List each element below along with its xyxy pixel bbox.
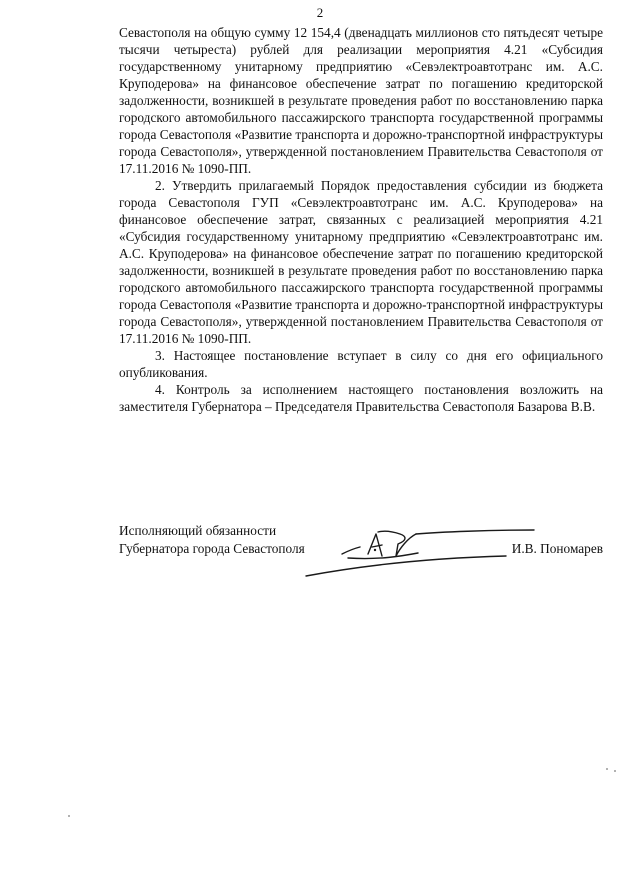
text-line: 4. Контроль за исполнением настоящего постановления возложить (155, 382, 580, 397)
text-line: «Севэлектроавтотранс им. А.С. Круподерова» на финансовое обеспечение (119, 59, 603, 91)
page-number: 2 (316, 5, 324, 20)
signatory-name: И.В. Пономарев (511, 541, 603, 556)
scan-speck (68, 815, 70, 817)
text-line: обеспечение затрат по погашению кредиторской задолженности, возникшей (119, 246, 604, 278)
text-line: в результате проведения работ по восстановлению парка городского (119, 263, 603, 295)
text-line: пассажирского транспорта государственной программы города Севастополя (119, 110, 603, 142)
text-line: проведения работ по восстановлению парка городского автомобильного (119, 93, 603, 125)
text-line: четыре тысячи четыреста) рублей для реализации мероприятия 4.21 (119, 25, 603, 57)
text-line: 3. Настоящее постановление вступает в силу со дня его официального (155, 348, 603, 363)
text-line: Базарова В.В. (517, 399, 596, 414)
signatory-title-line-2: Губернатора города Севастополя (119, 541, 305, 556)
text-line: Севастополя на общую сумму 12 154,4 (двенадцать миллионов сто пятьдесят (119, 25, 560, 40)
text-line: инфраструктуры города Севастополя», утвержденной постановлением (119, 297, 603, 329)
text-line: Севастополя», утвержденной постановлением Правительства Севастополя (160, 144, 587, 159)
text-line: Правительства Севастополя от 17.11.2016 № 1090-ПП. (119, 314, 603, 346)
document-body (119, 24, 603, 415)
paragraph-1-continuation (119, 24, 603, 177)
text-line: «Развитие транспорта и дорожно-транспортной инфраструктуры города (119, 127, 604, 159)
text-line: опубликования. (119, 365, 208, 380)
text-line: им. А.С. Круподерова» на финансовое обеспечение затрат, связанных (119, 195, 603, 227)
scan-speck (614, 770, 616, 772)
paragraph-2 (119, 177, 603, 347)
scan-speck (606, 768, 608, 770)
paragraph-3 (119, 347, 603, 381)
paragraph-4 (119, 381, 603, 415)
text-line: «Субсидия государственному унитарному предприятию (119, 42, 604, 74)
signature-block (119, 522, 603, 592)
text-line: автомобильного пассажирского транспорта государственной программы (185, 280, 603, 295)
text-line: из бюджета города Севастополя ГУП «Севэлектроавтотранс (119, 178, 603, 210)
text-line: 2. Утвердить прилагаемый Порядок предоставления субсидии (155, 178, 527, 193)
text-line: с реализацией мероприятия 4.21 «Субсидия государственному унитарному (119, 212, 603, 244)
text-line: от 17.11.2016 № 1090-ПП. (119, 144, 603, 176)
text-line: затрат по погашению кредиторской задолженности, возникшей в результате (119, 76, 603, 108)
text-line: на заместителя Губернатора – Председателя Правительства Севастополя (119, 382, 603, 414)
signatory-title-line-1: Исполняющий обязанности (119, 523, 277, 538)
text-line: города Севастополя «Развитие транспорта и дорожно-транспортной (119, 297, 506, 312)
text-line: предприятию «Севэлектроавтотранс им. А.С. Круподерова» на финансовое (119, 229, 603, 261)
